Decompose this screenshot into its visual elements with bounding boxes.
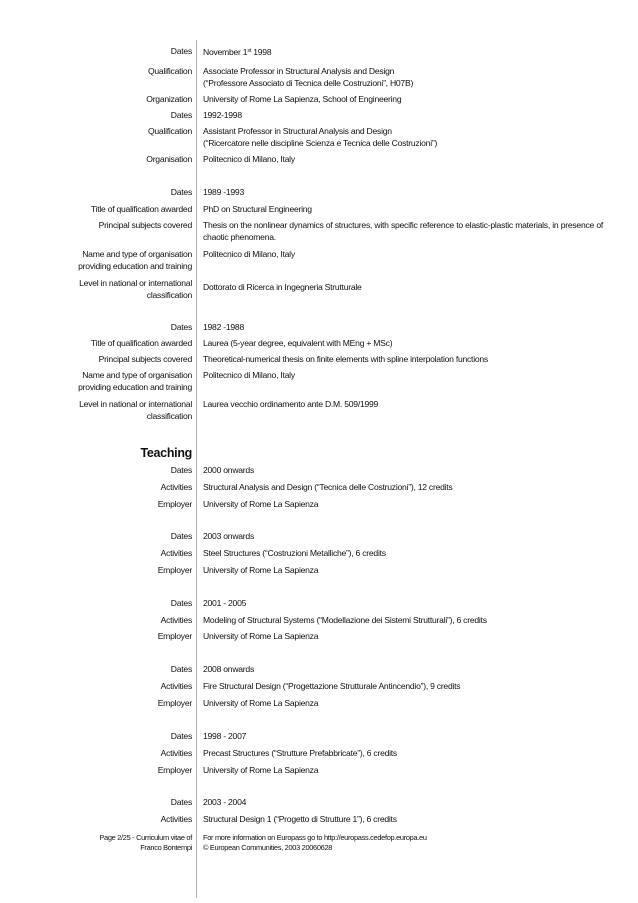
europass-link-text: For more information on Europass go to http://europass.cedefop.europa.eu [203,833,427,842]
value-title-of-qualification: Laurea (5-year degree, equivalent with MEng + MSc) [203,338,393,348]
label-principal-subjects: Principal subjects covered [98,354,192,364]
value-activities: Steel Structures (“Costruzioni Metalliche”), 6 credits [203,548,386,558]
value-dates: 1982 -1988 [203,322,244,332]
label-level-classification: Level in national or international classification [79,399,192,421]
label-qualification: Qualification [147,66,192,76]
value-level-classification: Dottorato di Ricerca in Ingegneria Strutturale [203,282,362,292]
label-dates: Dates [170,187,192,197]
label-organisation: Organisation [146,154,192,164]
label-activities: Activities [160,615,192,625]
label-employer: Employer [157,765,192,775]
value-qualification: Assistant Professor in Structural Analysis and Design (“Ricercatore nelle discipline Scienza e Tecnica delle Costruzioni”) [203,126,438,148]
value-organization: University of Rome La Sapienza, School of Engineering [203,94,402,104]
label-principal-subjects: Principal subjects covered [98,220,192,230]
label-organisation-type: Name and type of organisation providing education and training [78,370,192,392]
label-dates: Dates [170,46,192,56]
label-title-of-qualification: Title of qualification awarded [90,338,192,348]
label-employer: Employer [157,499,192,509]
value-activities: Fire Structural Design (“Progettazione Strutturale Antincendio”), 9 credits [203,681,461,691]
value-employer: University of Rome La Sapienza [203,765,319,775]
value-principal-subjects: Thesis on the nonlinear dynamics of structures, with specific reference to elastic-plastic materials, in presence of chaotic phenomena. [203,220,603,242]
label-activities: Activities [160,548,192,558]
label-dates: Dates [170,797,192,807]
label-dates: Dates [170,598,192,608]
value-activities: Structural Analysis and Design (“Tecnica delle Costruzioni”), 12 credits [203,482,453,492]
value-organisation: Politecnico di Milano, Italy [203,154,295,164]
teaching-heading: Teaching [140,446,192,460]
value-dates: 1992-1998 [203,110,242,120]
value-organisation: Politecnico di Milano, Italy [203,370,295,380]
label-organization: Organization [146,94,192,104]
value-organisation: Politecnico di Milano, Italy [203,249,295,259]
value-principal-subjects: Theoretical-numerical thesis on finite elements with spline interpolation functions [203,354,488,364]
label-level-classification: Level in national or international classification [79,278,192,300]
value-dates: 2003 - 2004 [203,797,247,807]
column-divider [196,40,197,898]
label-employer: Employer [157,631,192,641]
label-activities: Activities [160,681,192,691]
value-activities: Structural Design 1 (“Progetto di Strutture 1”), 6 credits [203,814,397,824]
label-dates: Dates [170,322,192,332]
value-employer: University of Rome La Sapienza [203,698,319,708]
label-activities: Activities [160,482,192,492]
value-dates: 2008 onwards [203,664,254,674]
value-qualification: Associate Professor in Structural Analysis and Design (“Professore Associato di Tecnica delle Costruzioni”, H07B) [203,66,414,88]
value-dates: 2003 onwards [203,531,254,541]
label-dates: Dates [170,731,192,741]
label-employer: Employer [157,698,192,708]
label-employer: Employer [157,565,192,575]
value-activities: Modeling of Structural Systems (“Modellazione dei Sistemi Strutturali”), 6 credits [203,615,487,625]
label-dates: Dates [170,531,192,541]
value-dates: November 1st 1998 [203,47,272,57]
label-organisation-type: Name and type of organisation providing education and training [78,249,192,271]
value-employer: University of Rome La Sapienza [203,499,319,509]
value-dates: 1998 - 2007 [203,731,247,741]
label-qualification: Qualification [147,126,192,136]
value-dates: 1989 -1993 [203,187,244,197]
label-dates: Dates [170,664,192,674]
value-employer: University of Rome La Sapienza [203,565,319,575]
value-level-classification: Laurea vecchio ordinamento ante D.M. 509/1999 [203,399,379,409]
footer-europass-info [203,833,603,853]
label-title-of-qualification: Title of qualification awarded [90,204,192,214]
value-activities: Precast Structures (“Strutture Prefabbricate”), 6 credits [203,748,397,758]
label-activities: Activities [160,814,192,824]
footer-page-info: Page 2/25 - Curriculum vitae of Franco Bontempi [99,833,192,852]
value-title-of-qualification: PhD on Structural Engineering [203,204,312,214]
copyright-text: © European Communities, 2003 20060628 [203,843,333,852]
value-employer: University of Rome La Sapienza [203,631,319,641]
value-dates: 2001 - 2005 [203,598,247,608]
label-activities: Activities [160,748,192,758]
label-dates: Dates [170,110,192,120]
label-dates: Dates [170,465,192,475]
value-dates: 2000 onwards [203,465,254,475]
